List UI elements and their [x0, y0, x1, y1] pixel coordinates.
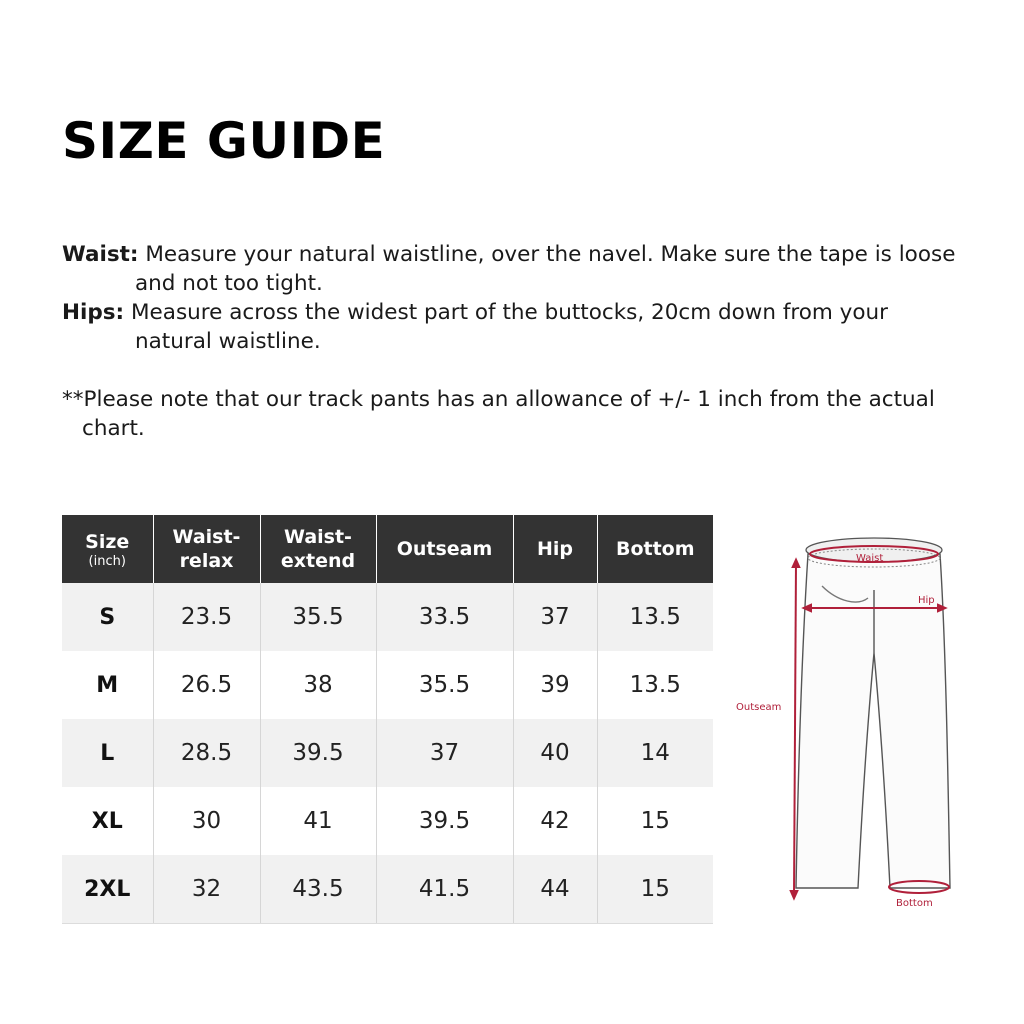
hips-note-label: Hips: — [62, 300, 125, 325]
cell-size: XL — [62, 787, 153, 855]
cell-waist-extend: 39.5 — [260, 719, 376, 787]
page-title: SIZE GUIDE — [62, 112, 386, 170]
cell-bottom: 13.5 — [597, 651, 713, 719]
hips-note — [62, 298, 962, 356]
cell-hip: 39 — [513, 651, 597, 719]
header-size-unit: (inch) — [88, 553, 126, 569]
cell-outseam: 41.5 — [376, 855, 513, 924]
waist-note — [62, 240, 962, 298]
table-row — [62, 651, 713, 719]
cell-waist-extend: 41 — [260, 787, 376, 855]
cell-size: L — [62, 719, 153, 787]
outseam-measure-line — [794, 562, 796, 896]
header-size — [62, 515, 153, 583]
cell-hip: 37 — [513, 583, 597, 651]
cell-waist-relax: 30 — [153, 787, 260, 855]
size-table — [62, 515, 713, 924]
cell-bottom: 14 — [597, 719, 713, 787]
cell-hip: 42 — [513, 787, 597, 855]
cell-waist-extend: 43.5 — [260, 855, 376, 924]
cell-waist-relax: 28.5 — [153, 719, 260, 787]
cell-waist-relax: 23.5 — [153, 583, 260, 651]
cell-outseam: 39.5 — [376, 787, 513, 855]
table-row — [62, 787, 713, 855]
header-outseam: Outseam — [376, 515, 513, 583]
cell-hip: 44 — [513, 855, 597, 924]
hips-note-text: Measure across the widest part of the buttocks, 20cm down from your natural waistline. — [131, 300, 889, 354]
cell-outseam: 33.5 — [376, 583, 513, 651]
bottom-label: Bottom — [896, 898, 933, 909]
cell-bottom: 13.5 — [597, 583, 713, 651]
header-hip: Hip — [513, 515, 597, 583]
cell-bottom: 15 — [597, 855, 713, 924]
table-row — [62, 719, 713, 787]
cell-waist-relax: 32 — [153, 855, 260, 924]
cell-waist-relax: 26.5 — [153, 651, 260, 719]
header-waist-relax: Waist-relax — [153, 515, 260, 583]
cell-bottom: 15 — [597, 787, 713, 855]
cell-waist-extend: 35.5 — [260, 583, 376, 651]
outseam-label: Outseam — [736, 702, 782, 713]
cell-outseam: 37 — [376, 719, 513, 787]
waist-label: Waist — [856, 553, 884, 564]
cell-size: M — [62, 651, 153, 719]
waist-note-text: Measure your natural waistline, over the navel. Make sure the tape is loose and not too tight. — [135, 242, 956, 296]
pants-measurement-diagram — [728, 528, 968, 918]
header-size-label: Size — [85, 530, 130, 553]
waist-note-label: Waist: — [62, 242, 139, 267]
table-row — [62, 855, 713, 924]
measurement-notes — [62, 240, 962, 443]
table-header-row — [62, 515, 713, 583]
cell-outseam: 35.5 — [376, 651, 513, 719]
header-waist-extend: Waist-extend — [260, 515, 376, 583]
cell-hip: 40 — [513, 719, 597, 787]
header-bottom: Bottom — [597, 515, 713, 583]
allowance-note: **Please note that our track pants has an allowance of +/- 1 inch from the actual chart. — [62, 387, 935, 441]
cell-size: 2XL — [62, 855, 153, 924]
cell-size: S — [62, 583, 153, 651]
table-row — [62, 583, 713, 651]
cell-waist-extend: 38 — [260, 651, 376, 719]
hip-label: Hip — [918, 595, 935, 606]
